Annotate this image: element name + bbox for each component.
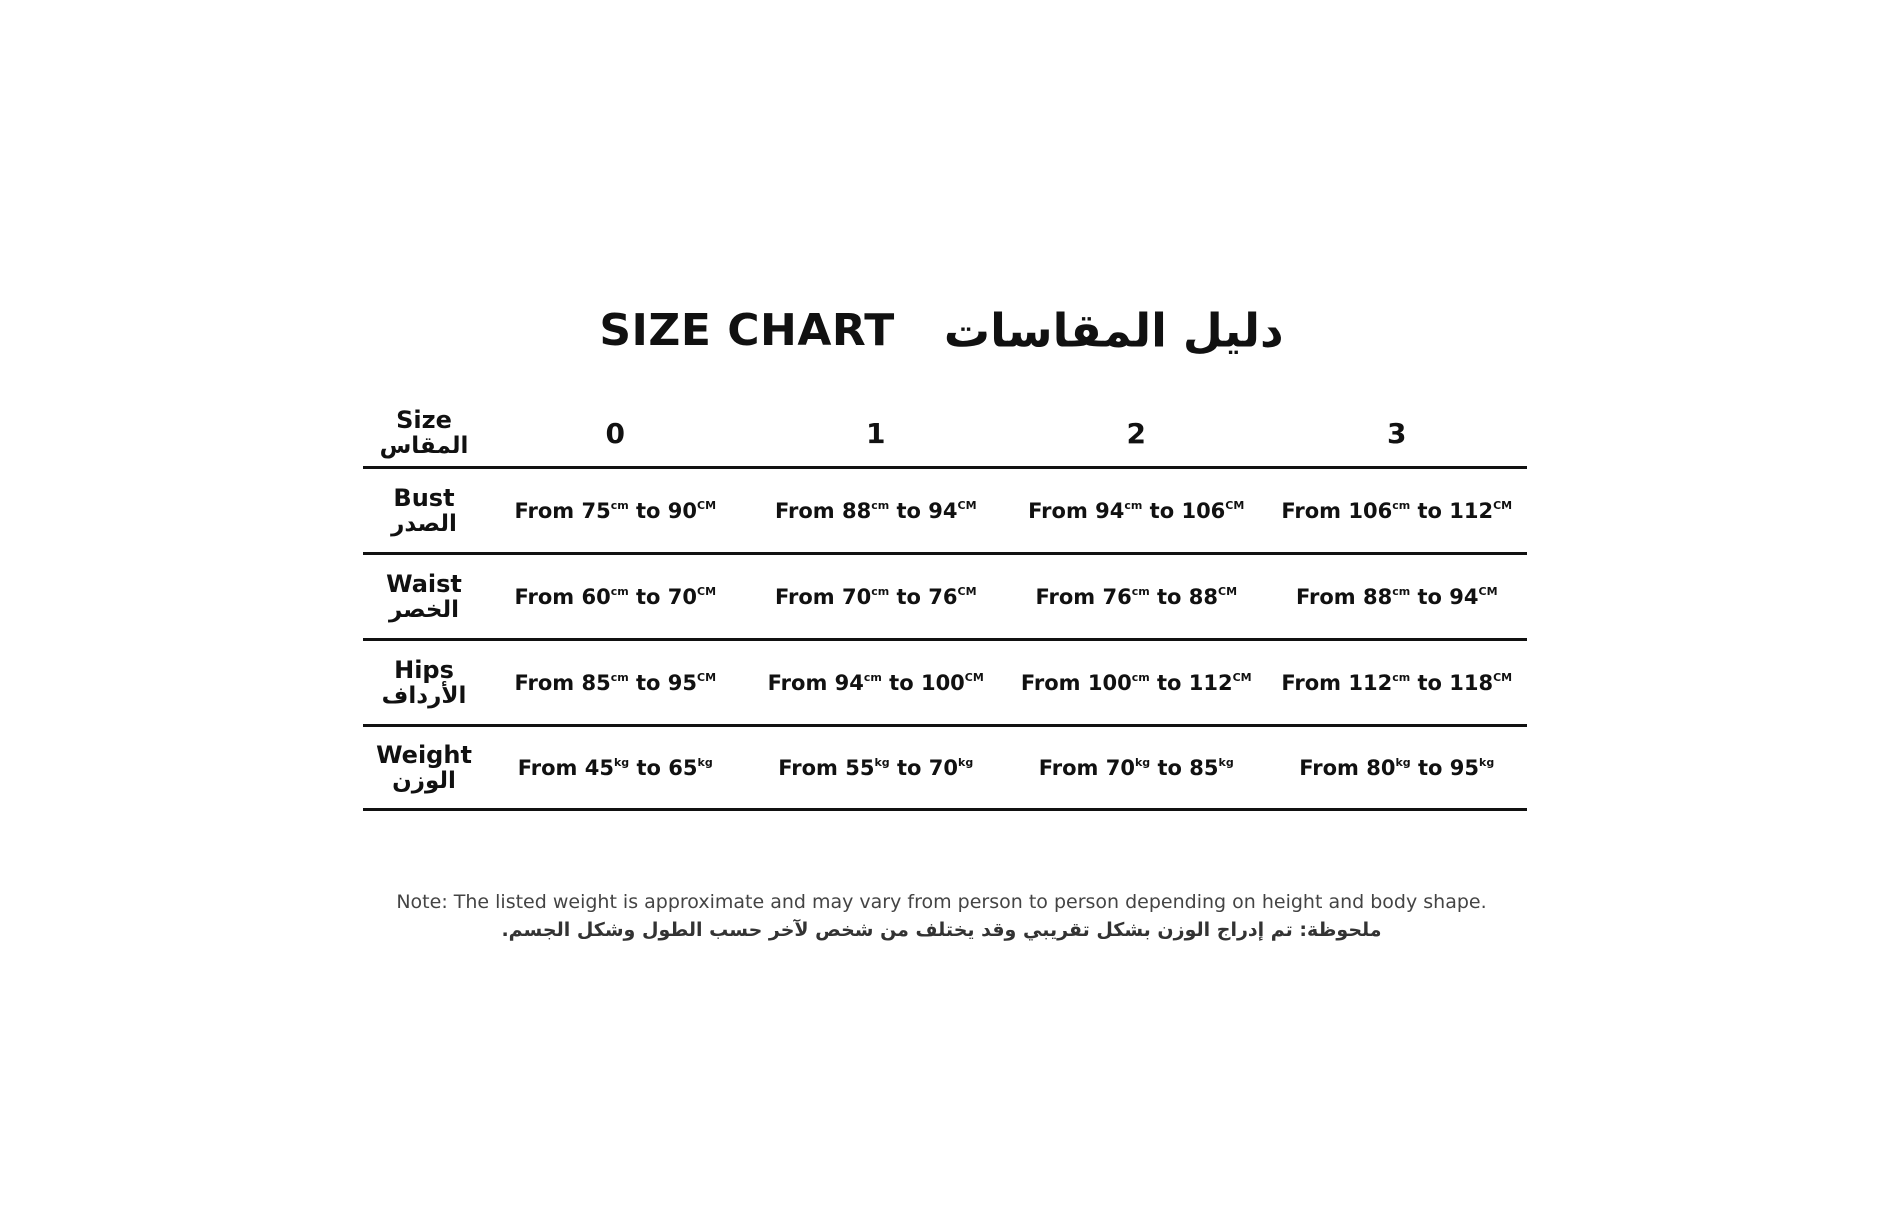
unit-min: cm <box>871 584 890 598</box>
word-from: From <box>778 755 838 780</box>
word-from: From <box>774 498 835 523</box>
word-from: From <box>1020 670 1081 695</box>
range-max: 90 <box>667 498 697 523</box>
range-max: 76 <box>928 584 958 609</box>
unit-min: cm <box>1392 670 1411 684</box>
word-to: to <box>635 670 661 695</box>
word-to: to <box>635 584 661 609</box>
word-from: From <box>1299 755 1359 780</box>
unit-max: CM <box>1225 498 1245 512</box>
unit-max: CM <box>964 670 984 684</box>
table-row-waist <box>363 555 1527 641</box>
range-cell <box>746 499 1007 523</box>
size-chart-table <box>363 400 1527 811</box>
range-max: 94 <box>1449 584 1479 609</box>
range-max: 100 <box>920 670 965 695</box>
range-min: 55 <box>845 755 875 780</box>
word-to: to <box>1417 584 1442 609</box>
title-english: SIZE CHART <box>599 304 895 356</box>
unit-max: CM <box>1478 584 1498 598</box>
range-min: 80 <box>1366 755 1396 780</box>
row-label <box>363 571 485 623</box>
word-to: to <box>897 755 922 780</box>
range-max: 70 <box>667 584 697 609</box>
range-min: 88 <box>1362 584 1393 609</box>
word-from: From <box>1028 498 1088 523</box>
word-from: From <box>514 498 575 523</box>
range-min: 100 <box>1087 670 1132 695</box>
range-min: 45 <box>584 755 614 780</box>
range-max: 70 <box>928 755 959 780</box>
range-max: 112 <box>1449 498 1494 523</box>
range-cell <box>485 671 746 695</box>
title-arabic: دليل المقاسات <box>943 303 1284 358</box>
word-to: to <box>1149 498 1175 523</box>
range-cell <box>1006 756 1267 780</box>
size-0: 0 <box>605 416 625 450</box>
range-cell <box>746 756 1007 780</box>
size-1: 1 <box>866 416 886 450</box>
range-max: 94 <box>928 498 958 523</box>
range-min: 88 <box>841 498 872 523</box>
row-label-ar: الخصر <box>388 596 460 623</box>
unit-min: cm <box>610 498 629 512</box>
size-label-en: Size <box>396 406 452 434</box>
header-row <box>363 400 1527 469</box>
size-2: 2 <box>1126 416 1146 450</box>
word-to: to <box>896 498 921 523</box>
range-cell <box>1267 671 1528 695</box>
unit-min: cm <box>1131 584 1150 598</box>
unit-max: CM <box>1218 584 1238 598</box>
unit-min: cm <box>610 670 629 684</box>
range-min: 85 <box>581 670 611 695</box>
row-label-en: Waist <box>386 569 462 598</box>
range-min: 94 <box>834 670 864 695</box>
unit-min: cm <box>610 584 629 598</box>
range-cell <box>746 671 1007 695</box>
unit-min: cm <box>863 670 882 684</box>
row-label <box>363 485 485 537</box>
word-from: From <box>1295 584 1356 609</box>
range-cell <box>1267 499 1528 523</box>
unit-max: CM <box>957 584 977 598</box>
word-to: to <box>896 584 921 609</box>
size-label-ar: المقاس <box>379 433 469 459</box>
word-to: to <box>635 498 661 523</box>
word-from: From <box>514 584 575 609</box>
row-label-en: Hips <box>394 655 454 684</box>
range-max: 95 <box>1449 755 1480 780</box>
range-cell <box>485 499 746 523</box>
word-to: to <box>1157 755 1182 780</box>
unit-min: kg <box>1395 755 1411 769</box>
range-min: 60 <box>581 584 611 609</box>
range-max: 112 <box>1188 670 1233 695</box>
unit-min: cm <box>1124 498 1143 512</box>
table-row-weight <box>363 727 1527 811</box>
range-cell <box>1006 585 1267 609</box>
word-to: to <box>1156 670 1182 695</box>
word-from: From <box>1038 755 1099 780</box>
unit-min: cm <box>1131 670 1150 684</box>
word-from: From <box>1035 584 1096 609</box>
row-label <box>363 657 485 709</box>
unit-max: CM <box>697 584 717 598</box>
range-min: 70 <box>1105 755 1135 780</box>
unit-max: kg <box>697 755 713 769</box>
range-max: 85 <box>1189 755 1219 780</box>
unit-max: kg <box>1218 755 1234 769</box>
unit-max: kg <box>958 755 974 769</box>
row-label <box>363 742 485 794</box>
word-to: to <box>1417 498 1442 523</box>
note <box>0 888 1883 944</box>
range-min: 94 <box>1095 498 1125 523</box>
table-row-hips <box>363 641 1527 727</box>
unit-max: CM <box>1493 670 1513 684</box>
range-max: 88 <box>1188 584 1218 609</box>
word-to: to <box>1418 755 1443 780</box>
unit-min: cm <box>1392 498 1411 512</box>
range-min: 75 <box>581 498 611 523</box>
unit-min: cm <box>1392 584 1411 598</box>
range-cell <box>1006 499 1267 523</box>
range-max: 65 <box>668 755 698 780</box>
range-min: 76 <box>1102 584 1132 609</box>
word-to: to <box>889 670 914 695</box>
unit-max: CM <box>1493 498 1513 512</box>
row-label-ar: الأرداف <box>381 682 467 709</box>
unit-min: kg <box>1134 755 1151 769</box>
range-max: 118 <box>1449 670 1494 695</box>
row-label-ar: الصدر <box>391 510 457 537</box>
unit-max: CM <box>697 670 717 684</box>
range-min: 106 <box>1348 498 1393 523</box>
note-english: Note: The listed weight is approximate and may vary from person to person depending on height and body shape. <box>396 891 1487 913</box>
size-3: 3 <box>1387 416 1407 450</box>
page-title <box>0 300 1883 361</box>
row-label-en: Bust <box>393 483 455 512</box>
size-label <box>363 407 485 459</box>
range-cell <box>746 585 1007 609</box>
row-label-en: Weight <box>376 740 472 769</box>
range-cell <box>1267 756 1528 780</box>
unit-max: CM <box>957 498 977 512</box>
range-cell <box>485 756 746 780</box>
unit-min: kg <box>613 755 630 769</box>
range-cell <box>485 585 746 609</box>
word-from: From <box>1281 670 1342 695</box>
unit-max: CM <box>1232 670 1252 684</box>
word-from: From <box>1281 498 1342 523</box>
range-min: 70 <box>841 584 872 609</box>
word-to: to <box>636 755 661 780</box>
range-cell <box>1006 671 1267 695</box>
range-cell <box>1267 585 1528 609</box>
unit-max: kg <box>1479 755 1495 769</box>
range-max: 106 <box>1181 498 1226 523</box>
table-row-bust <box>363 469 1527 555</box>
unit-min: cm <box>871 498 890 512</box>
range-max: 95 <box>667 670 697 695</box>
word-to: to <box>1156 584 1182 609</box>
word-from: From <box>774 584 835 609</box>
range-min: 112 <box>1348 670 1393 695</box>
word-from: From <box>767 670 828 695</box>
unit-min: kg <box>874 755 890 769</box>
note-arabic: ملحوظة: تم إدراج الوزن بشكل تقريبي وقد يختلف من شخص لآخر حسب الطول وشكل الجسم. <box>501 919 1382 941</box>
word-from: From <box>517 755 578 780</box>
row-label-ar: الوزن <box>392 767 456 794</box>
unit-max: CM <box>697 498 717 512</box>
word-from: From <box>514 670 575 695</box>
word-to: to <box>1417 670 1442 695</box>
